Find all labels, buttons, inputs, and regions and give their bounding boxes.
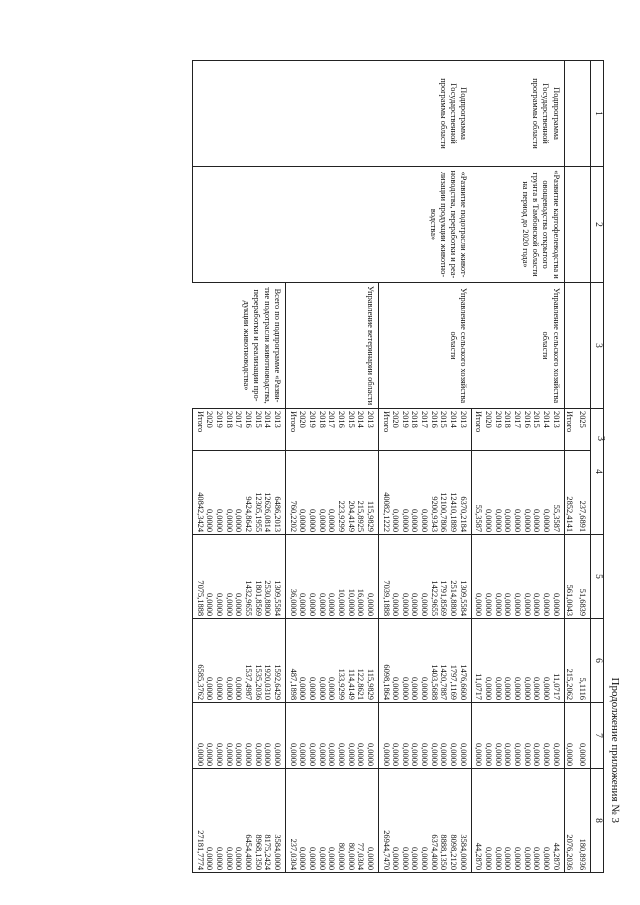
value-cell: 0,0000 (512, 769, 522, 873)
year-cell: 2014 (356, 409, 366, 451)
executor-cell: Всего по подпрограмме «Разви-тие подотрасли животноводства, переработки и реализации про-дукции животноводства» (193, 283, 286, 409)
value-cell: 0,0000 (205, 619, 215, 703)
value-cell: 0,0000 (234, 535, 244, 619)
value-cell: 114,4149 (346, 619, 356, 703)
value-cell: 0,0000 (234, 619, 244, 703)
table-row (551, 61, 564, 873)
value-cell: 0,0000 (243, 703, 253, 769)
value-cell: 0,0000 (503, 703, 513, 769)
program-name-cell: «Развитие подотрасли живот-новодства, переработки и реа-лизации продукции животно-водства» (193, 167, 472, 283)
value-cell: 0,0000 (503, 535, 513, 619)
value-cell: 1535,2036 (253, 619, 263, 703)
value-cell: 0,0000 (493, 451, 503, 535)
value-cell: 0,0000 (317, 451, 327, 535)
executor-cell: Управление сельского хозяйства области (378, 283, 471, 409)
value-cell: 0,0000 (410, 619, 420, 703)
value-cell: 8968,1350 (253, 769, 263, 873)
value-cell: 0,0000 (307, 703, 317, 769)
value-cell: 12626,0814 (263, 451, 273, 535)
program-type-cell: Подпрограмма Государственной программы области (471, 61, 564, 167)
value-cell: 7039,1888 (378, 535, 390, 619)
value-cell: 12410,1889 (448, 451, 458, 535)
value-cell: 180,8936 (577, 769, 590, 873)
value-cell: 27181,7774 (193, 769, 205, 873)
year-cell: Итого (564, 409, 577, 451)
value-cell: 0,0000 (400, 535, 410, 619)
year-cell: Итого (193, 409, 205, 451)
year-cell: 2017 (327, 409, 337, 451)
value-cell: 0,0000 (214, 703, 224, 769)
value-cell: 2530,8800 (263, 535, 273, 619)
value-cell: 51,6839 (577, 535, 590, 619)
value-cell: 0,0000 (493, 703, 503, 769)
year-cell: 2019 (400, 409, 410, 451)
year-cell: 2018 (224, 409, 234, 451)
year-cell: 2019 (307, 409, 317, 451)
year-cell: 2020 (298, 409, 308, 451)
value-cell: 40082,1222 (378, 451, 390, 535)
value-cell: 133,9299 (336, 619, 346, 703)
value-cell: 0,0000 (410, 535, 420, 619)
value-cell: 561,0043 (564, 535, 577, 619)
value-cell: 77,0304 (356, 769, 366, 873)
year-cell: 2016 (522, 409, 532, 451)
value-cell: 0,0000 (224, 769, 234, 873)
value-cell: 3584,0000 (272, 769, 285, 873)
year-cell: 2016 (336, 409, 346, 451)
col-header-5: 5 (591, 535, 604, 619)
value-cell: 6098,1864 (378, 619, 390, 703)
value-cell: 12305,1955 (253, 451, 263, 535)
value-cell: 0,0000 (448, 703, 458, 769)
year-cell: 2016 (243, 409, 253, 451)
value-cell: 0,0000 (532, 535, 542, 619)
value-cell: 0,0000 (522, 619, 532, 703)
year-cell: Итого (378, 409, 390, 451)
value-cell: 0,0000 (503, 769, 513, 873)
value-cell: 2076,2036 (564, 769, 577, 873)
executor-cell: Управление ветеринарии области (285, 283, 378, 409)
value-cell: 6370,2184 (458, 451, 471, 535)
year-cell: 2015 (532, 409, 542, 451)
value-cell: 0,0000 (205, 451, 215, 535)
value-cell: 0,0000 (391, 619, 401, 703)
value-cell: 0,0000 (307, 451, 317, 535)
value-cell: 0,0000 (541, 451, 551, 535)
value-cell: 115,9829 (365, 451, 378, 535)
value-cell: 0,0000 (346, 703, 356, 769)
year-cell: 2020 (483, 409, 493, 451)
col-header-3: 3 (591, 283, 604, 409)
year-cell: 2019 (493, 409, 503, 451)
col3-cell (564, 283, 577, 409)
budget-table (192, 60, 604, 873)
value-cell: 0,0000 (365, 769, 378, 873)
program-type-cell: Подпрограмма Государственной программы области (193, 61, 472, 167)
value-cell: 44,2870 (471, 769, 483, 873)
value-cell: 10,0000 (346, 535, 356, 619)
col-header-4: 4 (591, 409, 604, 535)
value-cell: 0,0000 (391, 769, 401, 873)
value-cell: 2514,8800 (448, 535, 458, 619)
program-name-cell: «Развитие картофелеводства и овощеводства открытого грунта в Тамбовской области на период до 2020 года» (471, 167, 564, 283)
value-cell: 0,0000 (205, 769, 215, 873)
value-cell: 36,0000 (285, 535, 297, 619)
value-cell: 0,0000 (365, 535, 378, 619)
value-cell: 0,0000 (400, 451, 410, 535)
value-cell: 0,0000 (307, 769, 317, 873)
value-cell: 0,0000 (214, 769, 224, 873)
value-cell: 0,0000 (471, 703, 483, 769)
value-cell: 0,0000 (327, 619, 337, 703)
value-cell: 0,0000 (420, 451, 430, 535)
value-cell: 0,0000 (483, 535, 493, 619)
value-cell: 16,0000 (356, 535, 366, 619)
value-cell: 0,0000 (577, 703, 590, 769)
value-cell: 5,1116 (577, 619, 590, 703)
value-cell: 0,0000 (327, 769, 337, 873)
value-cell: 215,2062 (564, 619, 577, 703)
year-cell: 2015 (253, 409, 263, 451)
value-cell: 0,0000 (532, 769, 542, 873)
appendix-title: Продолжение приложения № 3 (609, 677, 621, 823)
value-cell: 0,0000 (541, 769, 551, 873)
value-cell: 0,0000 (532, 451, 542, 535)
col1-cell (577, 61, 590, 167)
value-cell: 80,0000 (346, 769, 356, 873)
value-cell: 0,0000 (307, 535, 317, 619)
value-cell: 0,0000 (327, 535, 337, 619)
table-row (564, 61, 577, 873)
value-cell: 487,1898 (285, 619, 297, 703)
value-cell: 0,0000 (224, 703, 234, 769)
value-cell: 0,0000 (512, 703, 522, 769)
year-cell: 2013 (458, 409, 471, 451)
value-cell: 0,0000 (522, 535, 532, 619)
year-cell: 2014 (448, 409, 458, 451)
value-cell: 9200,9343 (429, 451, 439, 535)
value-cell: 0,0000 (205, 703, 215, 769)
value-cell: 0,0000 (298, 619, 308, 703)
year-cell: 2018 (317, 409, 327, 451)
value-cell: 204,4149 (346, 451, 356, 535)
year-cell: 2020 (205, 409, 215, 451)
value-cell: 11,0717 (551, 619, 564, 703)
value-cell: 0,0000 (493, 769, 503, 873)
value-cell: 0,0000 (483, 619, 493, 703)
value-cell: 0,0000 (298, 769, 308, 873)
value-cell: 0,0000 (471, 535, 483, 619)
value-cell: 0,0000 (410, 703, 420, 769)
value-cell: 1309,5584 (458, 535, 471, 619)
value-cell: 0,0000 (400, 769, 410, 873)
value-cell: 1476,6600 (458, 619, 471, 703)
year-cell: Итого (471, 409, 483, 451)
value-cell: 0,0000 (263, 703, 273, 769)
value-cell: 9424,8642 (243, 451, 253, 535)
column-number-row (591, 61, 604, 873)
value-cell: 0,0000 (224, 535, 234, 619)
value-cell: 2852,4141 (564, 451, 577, 535)
col-header-8: 8 (591, 769, 604, 873)
value-cell: 1309,5584 (272, 535, 285, 619)
value-cell: 40842,3424 (193, 451, 205, 535)
value-cell: 0,0000 (234, 451, 244, 535)
value-cell: 0,0000 (410, 769, 420, 873)
value-cell: 122,8621 (356, 619, 366, 703)
year-cell: 2019 (214, 409, 224, 451)
value-cell: 0,0000 (532, 703, 542, 769)
year-cell: 2013 (551, 409, 564, 451)
year-cell: 2014 (541, 409, 551, 451)
value-cell: 0,0000 (400, 703, 410, 769)
value-cell: 0,0000 (317, 703, 327, 769)
value-cell: 0,0000 (483, 451, 493, 535)
value-cell: 0,0000 (391, 451, 401, 535)
value-cell: 0,0000 (298, 451, 308, 535)
year-cell: 2025 (577, 409, 590, 451)
value-cell: 0,0000 (285, 703, 297, 769)
value-cell: 8175,2424 (263, 769, 273, 873)
col-header-6: 6 (591, 619, 604, 703)
year-cell: 2020 (391, 409, 401, 451)
value-cell: 44,2870 (551, 769, 564, 873)
value-cell: 55,3587 (471, 451, 483, 535)
value-cell: 0,0000 (391, 535, 401, 619)
value-cell: 0,0000 (483, 703, 493, 769)
value-cell: 0,0000 (214, 451, 224, 535)
year-cell: 2018 (503, 409, 513, 451)
value-cell: 0,0000 (193, 703, 205, 769)
value-cell: 237,6891 (577, 451, 590, 535)
col-header-7: 7 (591, 703, 604, 769)
year-cell: 2014 (263, 409, 273, 451)
value-cell: 0,0000 (253, 703, 263, 769)
table-row (458, 61, 471, 873)
value-cell: 26944,7470 (378, 769, 390, 873)
value-cell: 1797,1169 (448, 619, 458, 703)
value-cell: 0,0000 (503, 451, 513, 535)
value-cell: 0,0000 (541, 535, 551, 619)
value-cell: 0,0000 (205, 535, 215, 619)
value-cell: 0,0000 (420, 769, 430, 873)
value-cell: 0,0000 (458, 703, 471, 769)
value-cell: 0,0000 (224, 451, 234, 535)
value-cell: 0,0000 (400, 619, 410, 703)
year-cell: 2017 (234, 409, 244, 451)
year-cell: 2017 (420, 409, 430, 451)
value-cell: 1422,9655 (429, 535, 439, 619)
value-cell: 0,0000 (234, 769, 244, 873)
value-cell: 0,0000 (391, 703, 401, 769)
value-cell: 0,0000 (224, 619, 234, 703)
value-cell: 0,0000 (234, 703, 244, 769)
value-cell: 0,0000 (307, 619, 317, 703)
value-cell: 0,0000 (214, 619, 224, 703)
value-cell: 10,0000 (336, 535, 346, 619)
value-cell: 6585,3762 (193, 619, 205, 703)
value-cell: 1791,8569 (439, 535, 449, 619)
value-cell: 0,0000 (551, 703, 564, 769)
value-cell: 6454,4000 (243, 769, 253, 873)
value-cell: 1592,6429 (272, 619, 285, 703)
value-cell: 0,0000 (420, 535, 430, 619)
value-cell: 0,0000 (512, 535, 522, 619)
value-cell: 0,0000 (541, 619, 551, 703)
value-cell: 1432,9655 (243, 535, 253, 619)
value-cell: 215,8925 (356, 451, 366, 535)
value-cell: 55,3587 (551, 451, 564, 535)
year-cell: 2017 (512, 409, 522, 451)
value-cell: 0,0000 (493, 535, 503, 619)
value-cell: 115,9829 (365, 619, 378, 703)
value-cell: 6486,2013 (272, 451, 285, 535)
value-cell: 0,0000 (551, 535, 564, 619)
value-cell: 0,0000 (214, 535, 224, 619)
value-cell: 0,0000 (378, 703, 390, 769)
value-cell: 1801,8569 (253, 535, 263, 619)
value-cell: 0,0000 (272, 703, 285, 769)
value-cell: 0,0000 (439, 703, 449, 769)
value-cell: 0,0000 (336, 703, 346, 769)
year-cell: 2015 (439, 409, 449, 451)
value-cell: 0,0000 (512, 451, 522, 535)
value-cell: 0,0000 (512, 619, 522, 703)
value-cell: 0,0000 (420, 703, 430, 769)
value-cell: 1537,4987 (243, 619, 253, 703)
value-cell: 12100,7806 (439, 451, 449, 535)
col-header-1: 1 (591, 61, 604, 167)
value-cell: 237,0304 (285, 769, 297, 873)
value-cell: 0,0000 (522, 703, 532, 769)
table-row (577, 61, 590, 873)
value-cell: 0,0000 (564, 703, 577, 769)
value-cell: 0,0000 (317, 619, 327, 703)
col-header-2: 2 (591, 167, 604, 283)
page-number: 3 (595, 436, 606, 441)
value-cell: 0,0000 (532, 619, 542, 703)
value-cell: 0,0000 (503, 619, 513, 703)
value-cell: 0,0000 (365, 703, 378, 769)
year-cell: 2015 (346, 409, 356, 451)
value-cell: 0,0000 (356, 703, 366, 769)
value-cell: 0,0000 (327, 703, 337, 769)
year-cell: 2018 (410, 409, 420, 451)
value-cell: 0,0000 (410, 451, 420, 535)
value-cell: 0,0000 (420, 619, 430, 703)
value-cell: 0,0000 (298, 703, 308, 769)
value-cell: 11,0717 (471, 619, 483, 703)
value-cell: 1420,7887 (439, 619, 449, 703)
executor-cell: Управление сельского хозяйства области (471, 283, 564, 409)
value-cell: 0,0000 (522, 769, 532, 873)
year-cell: 2016 (429, 409, 439, 451)
value-cell: 8888,1350 (439, 769, 449, 873)
value-cell: 0,0000 (317, 535, 327, 619)
value-cell: 0,0000 (317, 769, 327, 873)
year-cell: Итого (285, 409, 297, 451)
value-cell: 1403,5688 (429, 619, 439, 703)
year-cell: 2013 (365, 409, 378, 451)
col3-cell (577, 283, 590, 409)
value-cell: 0,0000 (327, 451, 337, 535)
value-cell: 8098,2120 (448, 769, 458, 873)
col2-cell (564, 167, 577, 283)
value-cell: 0,0000 (429, 703, 439, 769)
value-cell: 0,0000 (298, 535, 308, 619)
value-cell: 760,2202 (285, 451, 297, 535)
value-cell: 1920,0310 (263, 619, 273, 703)
value-cell: 7075,1888 (193, 535, 205, 619)
value-cell: 80,0000 (336, 769, 346, 873)
table-body (193, 61, 591, 873)
col2-cell (577, 167, 590, 283)
value-cell: 0,0000 (541, 703, 551, 769)
value-cell: 0,0000 (522, 451, 532, 535)
value-cell: 223,9299 (336, 451, 346, 535)
value-cell: 0,0000 (483, 769, 493, 873)
year-cell: 2013 (272, 409, 285, 451)
value-cell: 3584,0000 (458, 769, 471, 873)
value-cell: 0,0000 (493, 619, 503, 703)
value-cell: 6374,4000 (429, 769, 439, 873)
col1-cell (564, 61, 577, 167)
